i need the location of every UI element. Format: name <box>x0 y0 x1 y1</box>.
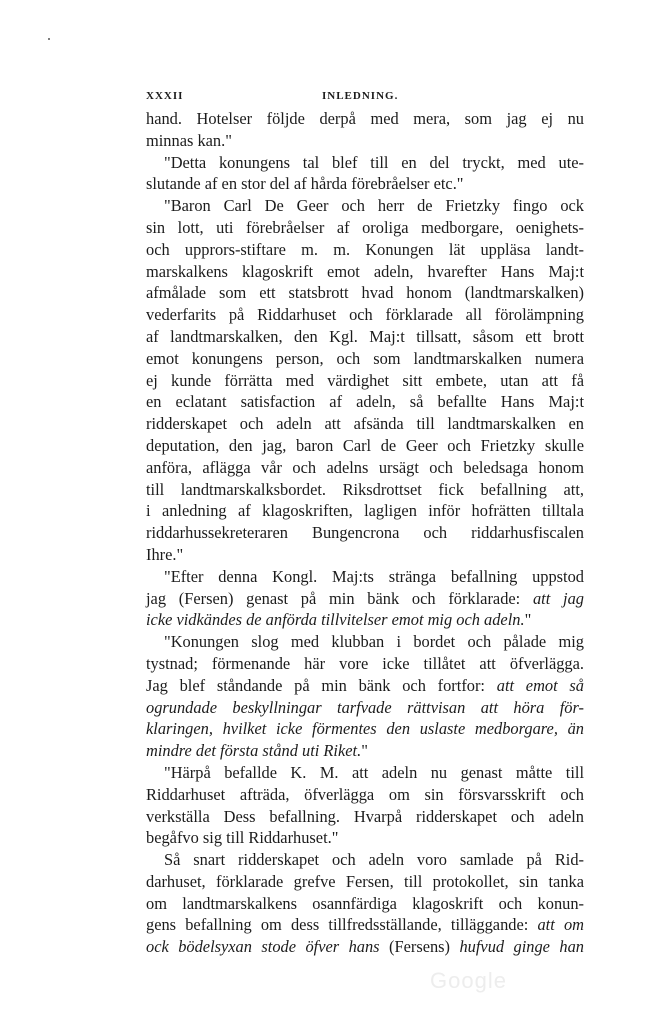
text-segment: "Detta konungens tal blef till en del tryckt, med ute- <box>164 152 584 172</box>
text-line <box>146 239 584 261</box>
text-segment: en eclatant satisfaction af adeln, så befallte Hans Maj:t <box>146 392 584 412</box>
running-head <box>146 90 546 106</box>
text-segment: " <box>524 610 532 630</box>
text-segment: Jag blef ståndande på min bänk och fortfor: <box>146 675 497 695</box>
body-text <box>146 108 584 958</box>
text-segment: gens befallning om dess tillfredsställande, tilläggande: <box>146 915 538 935</box>
text-line <box>146 740 584 762</box>
text-line <box>146 370 584 392</box>
italic-text-segment: ogrundade beskyllningar tarfvade rättvisan att höra för- <box>146 697 584 717</box>
text-line <box>146 391 584 413</box>
text-segment: Riddarhuset afträda, öfverlägga om sin försvarsskrift och <box>146 784 584 804</box>
text-line <box>146 566 584 588</box>
text-segment: till landtmarskalksbordet. Riksdrottset fick befallning att, <box>146 479 584 499</box>
text-segment: marskalkens klagoskrift emot adeln, hvarefter Hans Maj:t <box>146 261 584 281</box>
text-segment: om landtmarskalkens osannfärdiga klagoskrift och konun- <box>146 893 584 913</box>
paper-speck <box>48 38 50 40</box>
text-segment: afmålade som ett statsbrott hvad honom (landtmarskalken) <box>146 283 584 303</box>
text-line <box>146 152 584 174</box>
page-number: XXXII <box>146 90 184 102</box>
text-line <box>146 282 584 304</box>
text-line <box>146 544 584 566</box>
text-segment: (Fersens) <box>389 937 460 957</box>
text-line <box>146 849 584 871</box>
text-segment: tystnad; förmenande här vore icke tillåtet att öfverlägga. <box>146 653 584 673</box>
text-line <box>146 893 584 915</box>
text-line <box>146 762 584 784</box>
italic-text-segment: mindre det första stånd uti Riket. <box>146 741 362 761</box>
text-line <box>146 130 584 152</box>
text-line <box>146 827 584 849</box>
text-line <box>146 261 584 283</box>
text-line <box>146 348 584 370</box>
text-segment: af landtmarskalken, den Kgl. Maj:t tillsatt, såsom ett brott <box>146 326 584 346</box>
text-line <box>146 609 584 631</box>
text-line <box>146 697 584 719</box>
text-segment: "Konungen slog med klubban i bordet och pålade mig <box>164 632 584 652</box>
text-segment: ej kunde förrätta med värdighet sitt embete, utan att få <box>146 370 584 390</box>
text-segment: jag (Fersen) genast på min bänk och förklarade: <box>146 588 533 608</box>
text-segment: emot konungens person, och som landtmarskalken numera <box>146 348 584 368</box>
text-segment: ridderskapet och adeln att afsända till landtmarskalken en <box>146 414 584 434</box>
google-watermark: Google <box>430 968 507 993</box>
text-line <box>146 326 584 348</box>
text-line <box>146 435 584 457</box>
italic-text-segment: klaringen, hvilket icke förmentes den uslaste medborgare, än <box>146 719 584 739</box>
text-line <box>146 108 584 130</box>
text-segment: darhuset, förklarade grefve Fersen, till protokollet, sin tanka <box>146 871 584 891</box>
running-title: INLEDNING. <box>322 90 399 102</box>
italic-text-segment: icke vidkändes de anförda tillvitelser emot mig och adeln. <box>146 610 525 630</box>
text-segment: verkställa Dess befallning. Hvarpå ridderskapet och adeln <box>146 806 584 826</box>
text-segment: hand. Hotelser följde derpå med mera, som jag ej nu <box>146 109 584 128</box>
text-segment: minnas kan." <box>146 130 232 150</box>
text-line <box>146 871 584 893</box>
text-line <box>146 675 584 697</box>
text-line <box>146 195 584 217</box>
text-segment: anföra, aflägga vår och adelns ursägt och beledsaga honom <box>146 457 584 477</box>
text-line <box>146 479 584 501</box>
text-segment: "Efter denna Kongl. Maj:ts stränga befallning uppstod <box>164 566 584 586</box>
text-segment: Ihre." <box>146 544 184 564</box>
text-segment: och upprors-stiftare m. m. Konungen lät uppläsa landt- <box>146 239 584 259</box>
text-line <box>146 588 584 610</box>
text-segment: vederfarits på Riddarhuset och förklarade all förolämpning <box>146 305 584 325</box>
text-segment: deputation, den jag, baron Carl de Geer och Frietzky skulle <box>146 435 584 455</box>
text-line <box>146 936 584 958</box>
text-line <box>146 457 584 479</box>
text-segment: slutande af en stor del af hårda förebråelser etc." <box>146 174 464 194</box>
text-line <box>146 631 584 653</box>
italic-text-segment: att emot så <box>496 675 584 695</box>
text-segment: riddarhussekreteraren Bungencrona och riddarhusfiscalen <box>146 523 584 543</box>
text-segment: sin lott, uti förebråelser af oroliga medborgare, oenighets- <box>146 217 584 237</box>
text-line <box>146 173 584 195</box>
text-line <box>146 806 584 828</box>
text-line <box>146 914 584 936</box>
text-segment: Så snart ridderskapet och adeln voro samlade på Rid- <box>164 850 584 870</box>
text-segment: "Baron Carl De Geer och herr de Frietzky fingo ock <box>164 196 584 216</box>
italic-text-segment: att om <box>537 915 585 935</box>
text-segment: " <box>361 741 368 761</box>
text-line <box>146 217 584 239</box>
text-line <box>146 500 584 522</box>
text-line <box>146 522 584 544</box>
text-line <box>146 718 584 740</box>
text-segment: begåfvo sig till Riddarhuset." <box>146 828 339 848</box>
text-line <box>146 413 584 435</box>
text-segment: "Härpå befallde K. M. att adeln nu genast måtte till <box>164 762 584 782</box>
text-line <box>146 304 584 326</box>
text-line <box>146 653 584 675</box>
text-line <box>146 784 584 806</box>
italic-text-segment: att jag <box>532 588 584 608</box>
italic-text-segment: hufvud ginge han <box>459 937 584 957</box>
italic-text-segment: ock bödelsyxan stode öfver hans <box>146 937 390 957</box>
text-segment: i anledning af klagoskriften, lagligen inför hofrätten tilltala <box>146 501 584 521</box>
